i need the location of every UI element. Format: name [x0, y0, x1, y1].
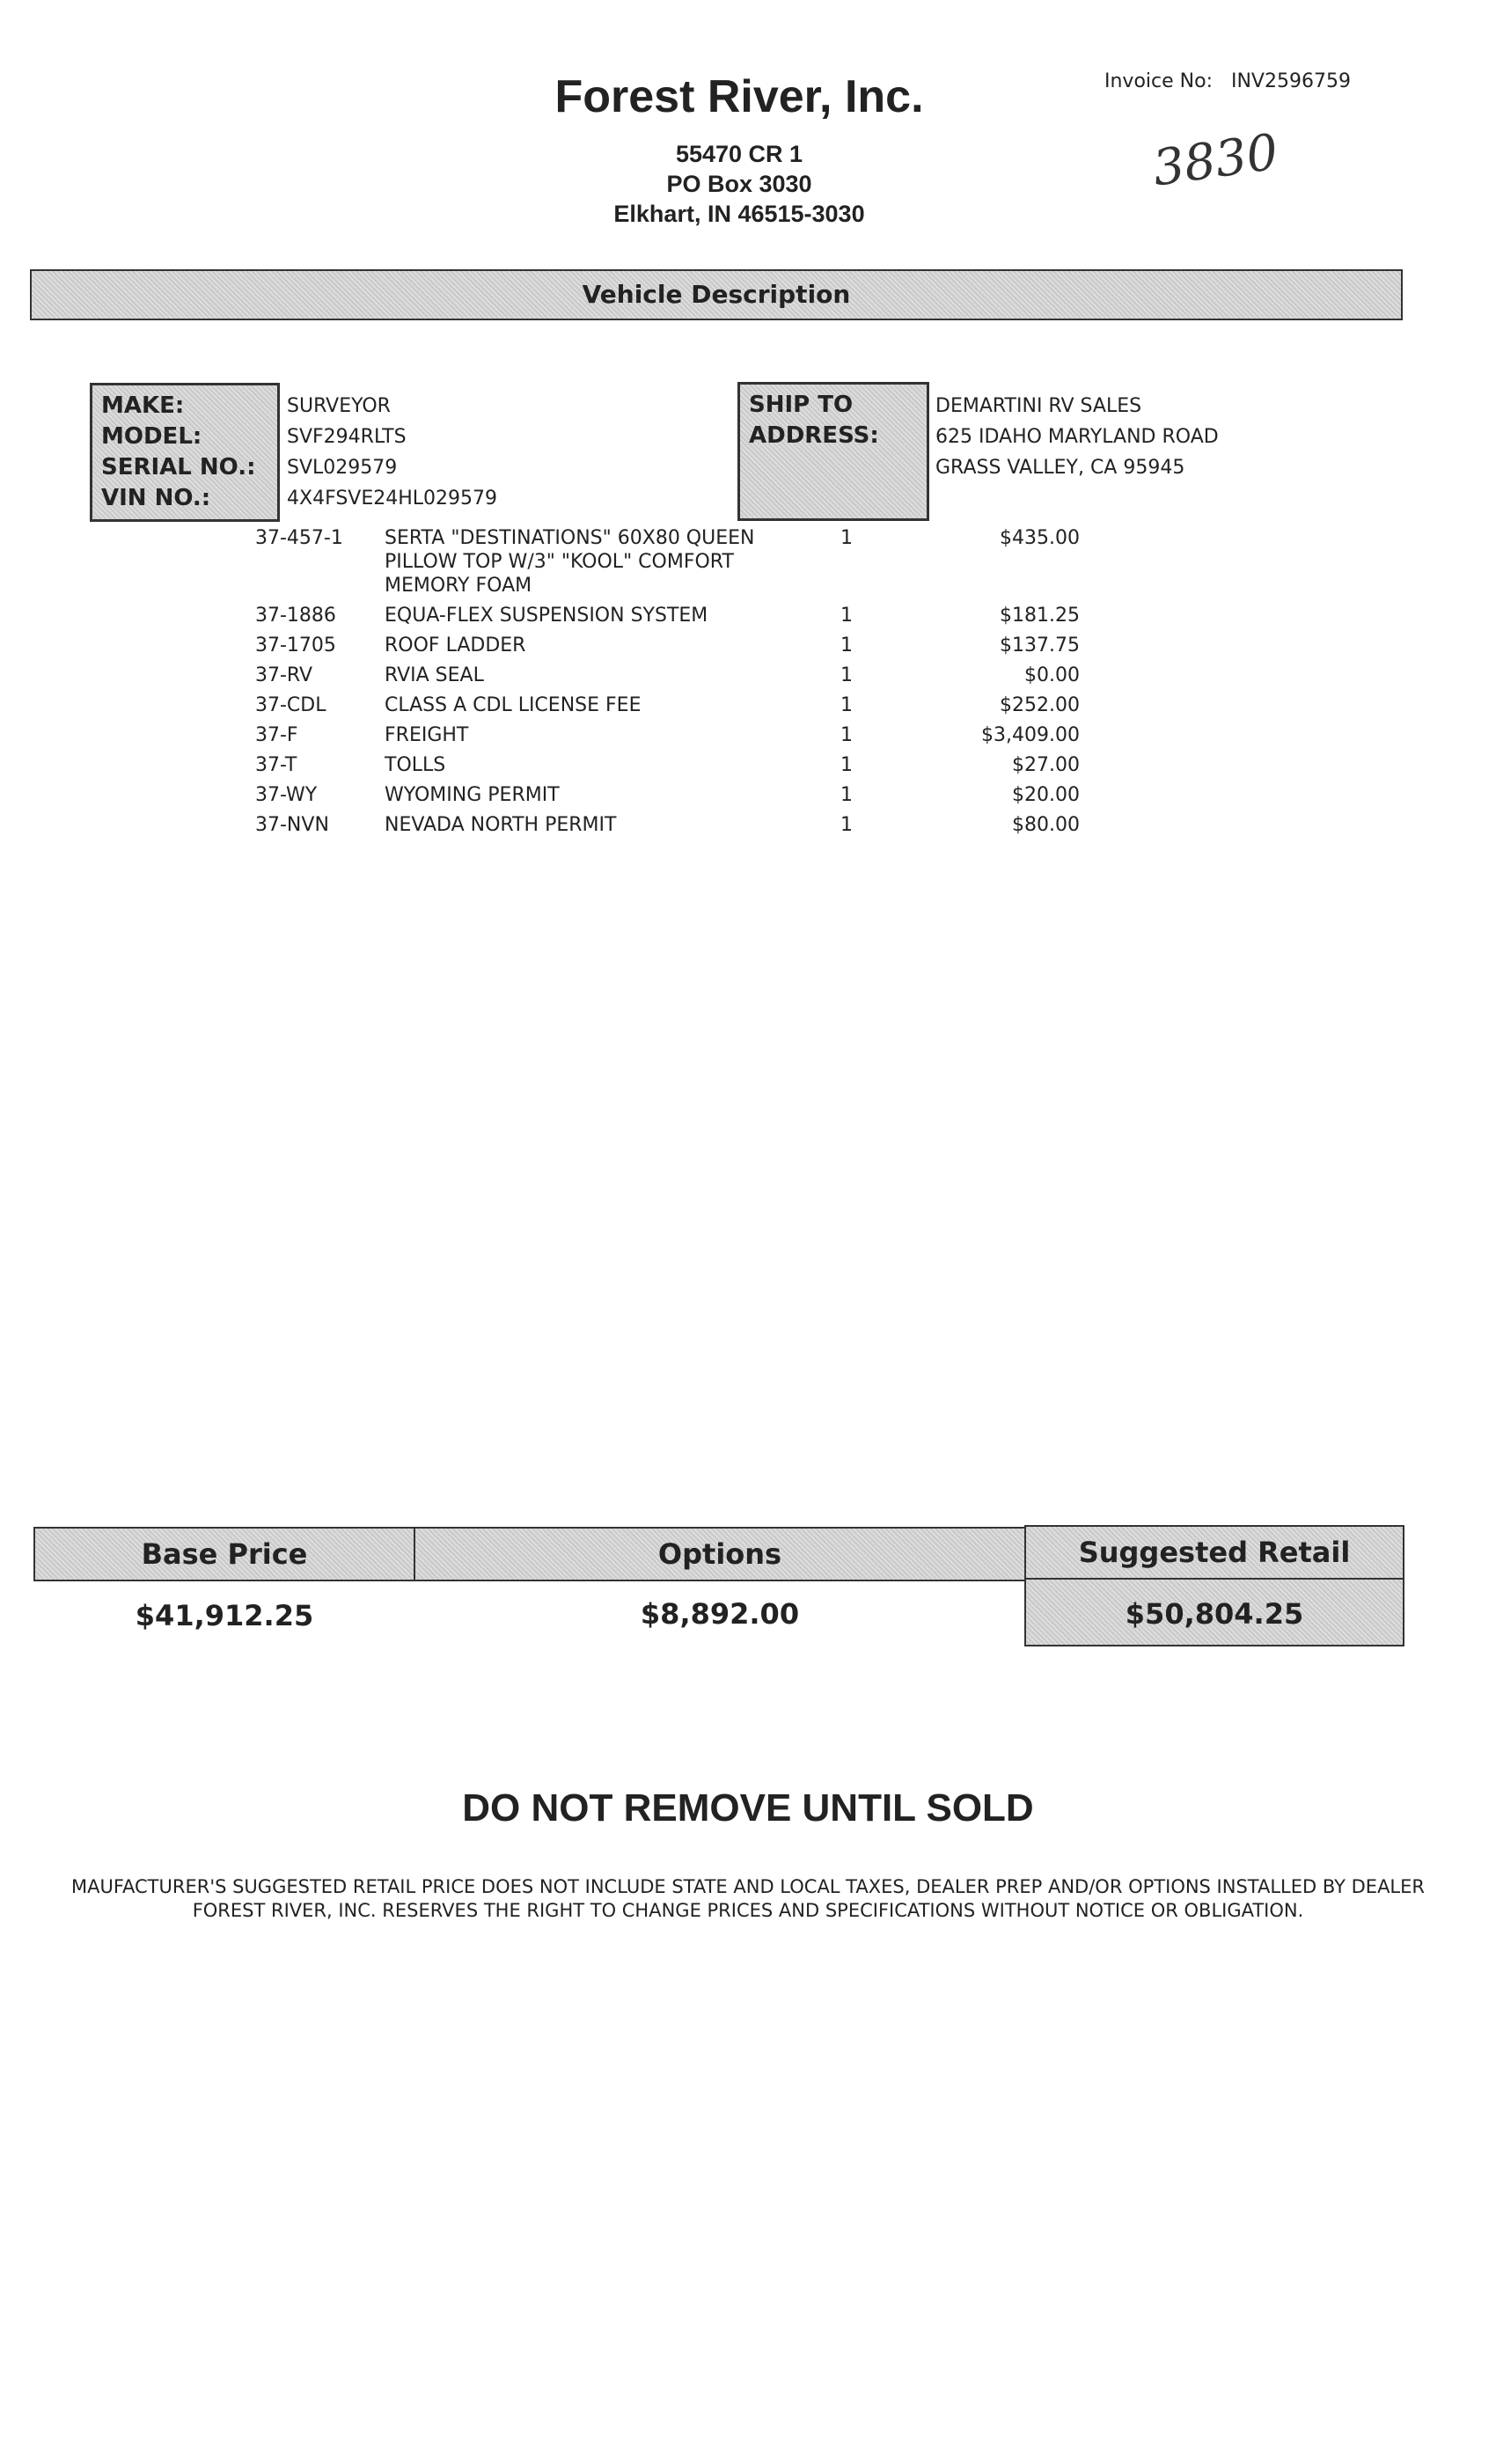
vehicle-labels-box — [90, 383, 280, 522]
address-label: ADDRESS: — [749, 422, 879, 449]
options-value: $8,892.00 — [640, 1597, 800, 1631]
suggested-retail-value: $50,804.25 — [1125, 1597, 1304, 1631]
ship-to-address — [935, 391, 1219, 483]
item-description: ROOF LADDER — [385, 634, 526, 656]
item-price: $435.00 — [1000, 527, 1080, 549]
ship-to-label-box — [737, 382, 929, 521]
item-code: 37-CDL — [255, 694, 326, 716]
item-quantity: 1 — [840, 605, 853, 627]
options-header: Options — [414, 1527, 1026, 1581]
list-item — [255, 664, 1118, 687]
item-price: $252.00 — [1000, 694, 1080, 716]
make-value: SURVEYOR — [287, 395, 391, 417]
suggested-retail-divider — [1024, 1578, 1404, 1580]
item-description: CLASS A CDL LICENSE FEE — [385, 694, 642, 716]
invoice-number-block — [1104, 70, 1351, 92]
suggested-retail-header: Suggested Retail — [1078, 1536, 1351, 1569]
list-item — [255, 813, 1118, 837]
item-price: $3,409.00 — [981, 724, 1080, 746]
base-price-value: $41,912.25 — [135, 1599, 314, 1632]
vin-value: 4X4FSVE24HL029579 — [287, 488, 498, 510]
handwritten-note: 3830 — [1149, 123, 1282, 198]
item-code: 37-1886 — [255, 605, 336, 627]
vehicle-values — [287, 391, 497, 514]
base-price-header: Base Price — [33, 1527, 415, 1581]
disclaimer-line-1: MAUFACTURER'S SUGGESTED RETAIL PRICE DOES NOT INCLUDE STATE AND LOCAL TAXES, DEALER PREP AND/OR OPTIONS INSTALLED BY DEALER — [71, 1876, 1425, 1897]
item-description: EQUA-FLEX SUSPENSION SYSTEM — [385, 605, 708, 627]
item-price: $181.25 — [1000, 605, 1080, 627]
list-item — [255, 753, 1118, 777]
item-quantity: 1 — [840, 634, 853, 656]
item-price: $0.00 — [1024, 664, 1080, 686]
item-description: TOLLS — [385, 754, 446, 776]
item-quantity: 1 — [840, 664, 853, 686]
item-code: 37-RV — [255, 664, 313, 686]
address-line-2: PO Box 3030 — [666, 171, 812, 197]
list-item — [255, 783, 1118, 807]
make-label: MAKE: — [101, 392, 185, 419]
serial-label: SERIAL NO.: — [101, 454, 256, 480]
item-price: $27.00 — [1012, 754, 1080, 776]
item-code: 37-NVN — [255, 814, 329, 836]
vehicle-description-bar: Vehicle Description — [30, 269, 1403, 320]
disclaimer-line-2: FOREST RIVER, INC. RESERVES THE RIGHT TO CHANGE PRICES AND SPECIFICATIONS WITHOUT NOTICE OR OBLIGATION. — [192, 1900, 1304, 1921]
item-quantity: 1 — [840, 814, 853, 836]
ship-to-label: SHIP TO — [749, 392, 854, 418]
item-code: 37-WY — [255, 784, 318, 806]
model-label: MODEL: — [101, 423, 202, 450]
item-price: $137.75 — [1000, 634, 1080, 656]
options-list — [255, 526, 1118, 843]
ship-to-line-2: 625 IDAHO MARYLAND ROAD — [935, 426, 1219, 448]
address-line-1: 55470 CR 1 — [675, 141, 803, 167]
item-price: $80.00 — [1012, 814, 1080, 836]
invoice-label: Invoice No: — [1104, 70, 1213, 92]
item-description: NEVADA NORTH PERMIT — [385, 814, 617, 836]
list-item — [255, 723, 1118, 747]
list-item — [255, 634, 1118, 657]
item-code: 37-457-1 — [255, 527, 343, 549]
item-description: WYOMING PERMIT — [385, 784, 560, 806]
item-quantity: 1 — [840, 694, 853, 716]
item-quantity: 1 — [840, 784, 853, 806]
item-description: RVIA SEAL — [385, 664, 484, 686]
company-name: Forest River, Inc. — [554, 71, 924, 122]
list-item — [255, 693, 1118, 717]
item-quantity: 1 — [840, 724, 853, 746]
item-code: 37-F — [255, 724, 298, 746]
serial-value: SVL029579 — [287, 457, 398, 479]
item-code: 37-1705 — [255, 634, 336, 656]
item-quantity: 1 — [840, 527, 853, 549]
list-item — [255, 526, 1118, 598]
do-not-remove-notice: DO NOT REMOVE UNTIL SOLD — [462, 1786, 1034, 1830]
item-quantity: 1 — [840, 754, 853, 776]
item-description: FREIGHT — [385, 724, 469, 746]
ship-to-line-3: GRASS VALLEY, CA 95945 — [935, 457, 1185, 479]
item-price: $20.00 — [1012, 784, 1080, 806]
vin-label: VIN NO.: — [101, 485, 211, 511]
address-line-3: Elkhart, IN 46515-3030 — [613, 201, 865, 227]
item-code: 37-T — [255, 754, 297, 776]
item-description: SERTA "DESTINATIONS" 60X80 QUEEN PILLOW TOP W/3" "KOOL" COMFORT MEMORY FOAM — [385, 527, 755, 597]
invoice-number: INV2596759 — [1230, 70, 1351, 92]
model-value: SVF294RLTS — [287, 426, 407, 448]
list-item — [255, 604, 1118, 627]
ship-to-line-1: DEMARTINI RV SALES — [935, 395, 1142, 417]
